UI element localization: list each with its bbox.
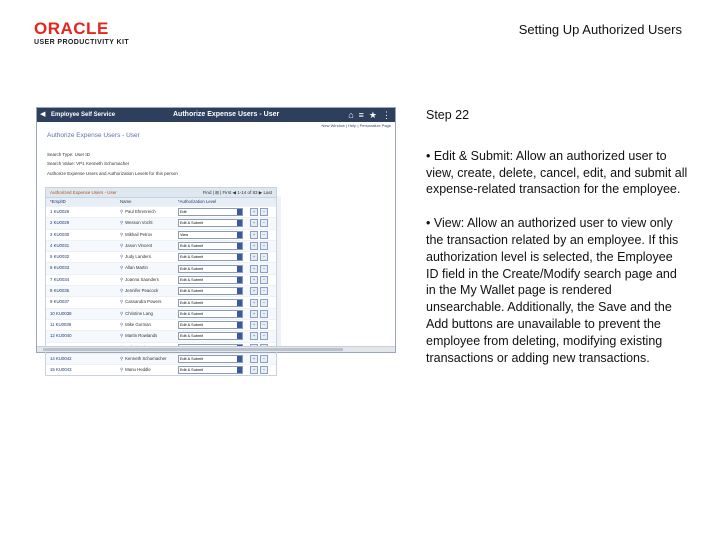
personalize-links[interactable]: New Window | Help | Personalize Page	[321, 123, 391, 128]
row-name: Kenneth Schumacher	[125, 355, 167, 361]
screen-heading: Authorize Expense Users - User	[47, 132, 140, 139]
nav-back-label[interactable]: Employee Self Service	[51, 112, 116, 118]
row-emplid: 9 KU0037	[50, 299, 70, 305]
add-row-button[interactable]: +	[250, 332, 258, 340]
auth-level-select[interactable]: Edit & Submit	[178, 253, 243, 261]
auth-level-select[interactable]: Edit	[178, 208, 243, 216]
add-row-button[interactable]: +	[250, 299, 258, 307]
row-emplid: 5 KU0032	[50, 254, 70, 260]
lookup-icon[interactable]: ⚲	[120, 254, 124, 260]
auth-level-select[interactable]: Edit & Submit	[178, 321, 243, 329]
delete-row-button[interactable]: −	[260, 299, 268, 307]
table-row	[46, 330, 276, 341]
row-name: Manu Heddle	[125, 367, 151, 373]
lookup-icon[interactable]: ⚲	[120, 367, 124, 373]
col-auth-level: *Authorization Level	[178, 199, 217, 204]
delete-row-button[interactable]: −	[260, 310, 268, 318]
oracle-upk-logo	[34, 20, 129, 46]
row-level-cell	[178, 309, 250, 319]
row-level-cell	[178, 263, 250, 273]
row-name: Jason Vincent	[125, 242, 153, 248]
row-actions	[250, 252, 268, 262]
table-row	[46, 296, 276, 307]
row-name: Paul Ehrenreich	[125, 209, 156, 214]
row-name-cell	[120, 207, 178, 217]
row-name-cell	[120, 297, 178, 307]
auth-level-select[interactable]: Edit & Submit	[178, 310, 243, 318]
row-name-cell	[120, 252, 178, 262]
row-name-cell	[120, 275, 178, 285]
delete-row-button[interactable]: −	[260, 208, 268, 216]
row-emplid: 2 KU0029	[50, 220, 70, 226]
table-row	[46, 274, 276, 285]
row-actions	[250, 365, 268, 375]
table-row	[46, 229, 276, 240]
row-name-cell	[120, 331, 178, 341]
row-emplid: 15 KU0043	[50, 367, 72, 373]
row-emplid: 4 KU0031	[50, 242, 70, 248]
horizontal-scrollbar[interactable]	[37, 346, 395, 352]
auth-level-select[interactable]: Edit & Submit	[178, 355, 243, 363]
row-name-cell	[120, 263, 178, 273]
lookup-icon[interactable]: ⚲	[120, 265, 124, 271]
delete-row-button[interactable]: −	[260, 321, 268, 329]
top-icons	[348, 109, 391, 121]
delete-row-button[interactable]: −	[260, 355, 268, 363]
add-row-button[interactable]: +	[250, 253, 258, 261]
row-level-cell	[178, 365, 250, 375]
logo-wordmark: ORACLE	[34, 19, 109, 38]
row-level-cell	[178, 241, 250, 251]
col-emplid: *EmplID	[50, 199, 66, 204]
lookup-icon[interactable]: ⚲	[120, 209, 124, 214]
step-label: Step 22	[426, 108, 470, 122]
row-emplid: 8 KU0035	[50, 288, 70, 294]
row-actions	[250, 297, 268, 307]
row-level-cell	[178, 297, 250, 307]
add-row-button[interactable]: +	[250, 366, 258, 374]
row-name-cell	[120, 365, 178, 375]
row-actions	[250, 286, 268, 296]
row-name-cell	[120, 354, 178, 364]
auth-level-select[interactable]: Edit & Submit	[178, 276, 243, 284]
row-level-cell	[178, 252, 250, 262]
lookup-icon[interactable]: ⚲	[120, 310, 124, 316]
auth-level-select[interactable]: Edit & Submit	[178, 366, 243, 374]
row-name: Cassandra Powers	[125, 299, 162, 305]
vertical-scrollbar[interactable]	[277, 196, 281, 346]
step-description	[426, 107, 688, 366]
view-description: • View: Allow an authorized user to view only the transaction related by an employee. If this authorization level is selected, the Employee ID field in the Create/Modify search page and in the My Wallet page is rendered unsearchable. Additionally, the Save and the Add buttons are unavailable to prevent the employee from deleting, modifying existing transactions or adding new transactions.	[426, 216, 679, 365]
app-top-bar	[37, 108, 395, 122]
row-level-cell	[178, 331, 250, 341]
delete-row-button[interactable]: −	[260, 332, 268, 340]
grid-title: Authorized Expense Users - User	[50, 190, 117, 195]
row-level-cell	[178, 275, 250, 285]
auth-level-select[interactable]: Edit & Submit	[178, 265, 243, 273]
search-type: Search Type: User ID	[47, 152, 90, 157]
row-name: Mikhail Petrov	[125, 231, 153, 237]
add-row-button[interactable]: +	[250, 265, 258, 273]
row-level-cell	[178, 230, 250, 240]
table-row	[46, 319, 276, 330]
edit-submit-description: • Edit & Submit: Allow an authorized user to view, create, delete, cancel, edit, and submit all expense-related transaction for the employee.	[426, 148, 688, 197]
add-row-button[interactable]: +	[250, 355, 258, 363]
add-row-button[interactable]: +	[250, 242, 258, 250]
delete-row-button[interactable]: −	[260, 242, 268, 250]
scroll-thumb[interactable]	[43, 348, 343, 351]
table-row	[46, 353, 276, 364]
row-actions	[250, 354, 268, 364]
col-name: Name	[120, 199, 132, 204]
row-emplid: 7 KU0034	[50, 276, 70, 282]
back-icon[interactable]: ◀	[40, 111, 46, 118]
delete-row-button[interactable]: −	[260, 253, 268, 261]
row-actions	[250, 275, 268, 285]
lookup-icon[interactable]: ⚲	[120, 333, 124, 339]
instructions: Authorize Expense Users and Authorization Levels for this person	[47, 171, 178, 176]
row-actions	[250, 230, 268, 240]
row-actions	[250, 320, 268, 330]
row-name: Wesson Vocht	[125, 220, 153, 226]
menu-icon[interactable]: ≡	[358, 110, 364, 120]
row-emplid: 6 KU0033	[50, 265, 70, 271]
grid-navigation[interactable]: Find | ⊞ | First ◀ 1-14 of 83 ▶ Last	[202, 190, 272, 195]
row-emplid: 1 KU0026	[50, 209, 70, 214]
row-actions	[250, 309, 268, 319]
delete-row-button[interactable]: −	[260, 366, 268, 374]
row-emplid: 10 KU0038	[50, 310, 72, 316]
add-row-button[interactable]: +	[250, 219, 258, 227]
delete-row-button[interactable]: −	[260, 276, 268, 284]
row-name: Christine Lang	[125, 310, 153, 316]
table-row	[46, 240, 276, 251]
table-row	[46, 364, 276, 375]
row-level-cell	[178, 354, 250, 364]
row-actions	[250, 331, 268, 341]
column-headers	[46, 197, 276, 206]
auth-level-select[interactable]: Edit & Submit	[178, 219, 243, 227]
page-title: Setting Up Authorized Users	[518, 22, 682, 37]
home-icon[interactable]: ⌂	[348, 110, 354, 120]
lookup-icon[interactable]: ⚲	[120, 321, 124, 327]
row-name-cell	[120, 320, 178, 330]
table-row	[46, 285, 276, 296]
add-row-button[interactable]: +	[250, 276, 258, 284]
logo-subtitle: USER PRODUCTIVITY KIT	[34, 39, 130, 46]
table-row	[46, 251, 276, 262]
row-name-cell	[120, 286, 178, 296]
add-row-button[interactable]: +	[250, 321, 258, 329]
row-level-cell	[178, 286, 250, 296]
lookup-icon[interactable]: ⚲	[120, 288, 124, 294]
favorites-icon[interactable]: ★	[368, 110, 377, 120]
add-row-button[interactable]: +	[250, 231, 258, 239]
row-level-cell	[178, 207, 250, 217]
add-row-button[interactable]: +	[250, 208, 258, 216]
lookup-icon[interactable]: ⚲	[120, 299, 124, 305]
more-icon[interactable]: ⋮	[382, 110, 391, 120]
row-name-cell	[120, 230, 178, 240]
row-name-cell	[120, 218, 178, 228]
lookup-icon[interactable]: ⚲	[120, 355, 124, 361]
application-screenshot	[36, 107, 396, 373]
delete-row-button[interactable]: −	[260, 231, 268, 239]
search-value: Search Value: VP1 Kenneth Schumacher	[47, 161, 130, 166]
row-name: Judy Landers	[125, 254, 151, 260]
row-name-cell	[120, 309, 178, 319]
lookup-icon[interactable]: ⚲	[120, 220, 124, 226]
window-title: Authorize Expense Users - User	[173, 111, 280, 118]
auth-level-select[interactable]: Edit & Submit	[178, 287, 243, 295]
auth-level-select[interactable]: Edit & Submit	[178, 299, 243, 307]
delete-row-button[interactable]: −	[260, 287, 268, 295]
row-name: Joanna Saunders	[125, 276, 159, 282]
delete-row-button[interactable]: −	[260, 265, 268, 273]
auth-level-select[interactable]: Edit & Submit	[178, 242, 243, 250]
row-emplid: 14 KU0042	[50, 355, 72, 361]
row-name-cell	[120, 241, 178, 251]
auth-level-select[interactable]: View	[178, 231, 243, 239]
lookup-icon[interactable]: ⚲	[120, 276, 124, 282]
row-name: Mike Gorman	[125, 321, 151, 327]
table-row	[46, 262, 276, 273]
row-actions	[250, 263, 268, 273]
grid-header	[46, 188, 276, 197]
row-actions	[250, 241, 268, 251]
lookup-icon[interactable]: ⚲	[120, 242, 124, 248]
row-actions	[250, 218, 268, 228]
row-emplid: 11 KU0039	[50, 321, 72, 327]
auth-level-select[interactable]: Edit & Submit	[178, 332, 243, 340]
table-row	[46, 217, 276, 228]
row-emplid: 3 KU0030	[50, 231, 70, 237]
row-name: Allan Martin	[125, 265, 148, 271]
table-row	[46, 308, 276, 319]
row-actions	[250, 207, 268, 217]
add-row-button[interactable]: +	[250, 310, 258, 318]
table-row	[46, 206, 276, 217]
row-level-cell	[178, 218, 250, 228]
row-emplid: 12 KU0040	[50, 333, 72, 339]
add-row-button[interactable]: +	[250, 287, 258, 295]
row-level-cell	[178, 320, 250, 330]
lookup-icon[interactable]: ⚲	[120, 231, 124, 237]
delete-row-button[interactable]: −	[260, 219, 268, 227]
row-name: Jennifer Peacock	[125, 288, 159, 294]
row-name: Martin Rowlands	[125, 333, 158, 339]
